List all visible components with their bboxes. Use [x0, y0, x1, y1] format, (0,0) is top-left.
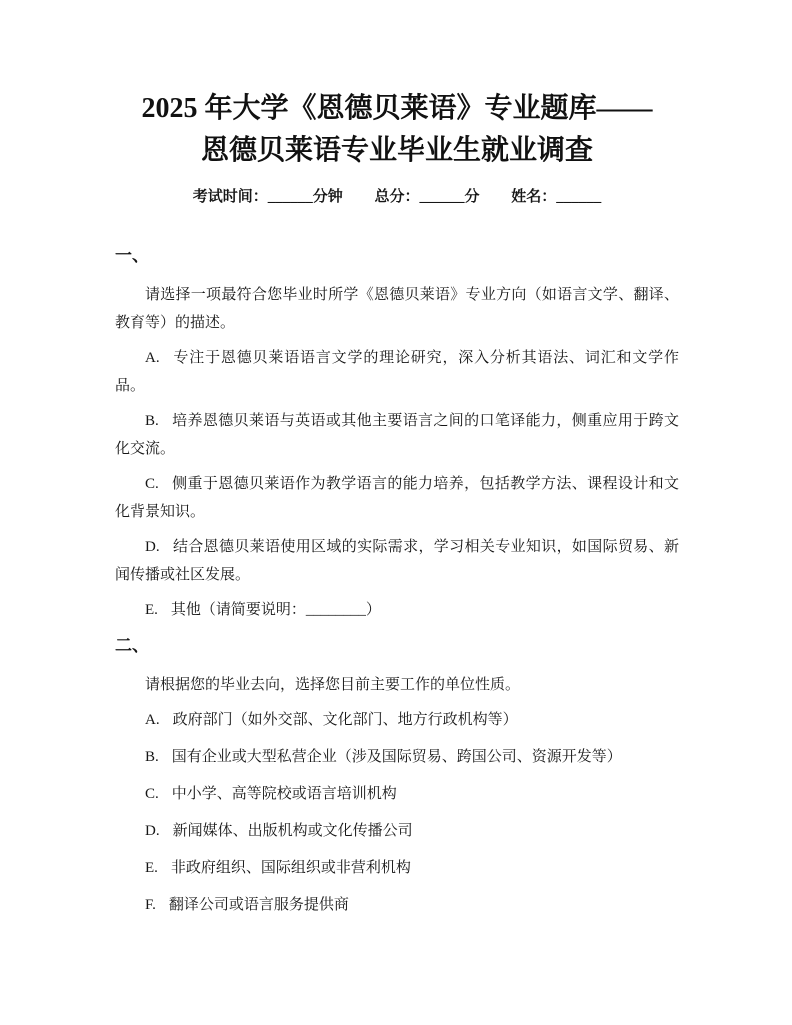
- option-label: F.: [145, 897, 156, 913]
- name-blank: ______: [556, 189, 602, 205]
- document-title: [115, 88, 679, 172]
- option-text: 结合恩德贝莱语使用区域的实际需求，学习相关专业知识，如国际贸易、新闻传播或社区发展。: [115, 539, 679, 583]
- title-line-1: 2025 年大学《恩德贝莱语》专业题库——: [141, 93, 653, 124]
- section-2-number: 二、: [115, 636, 149, 655]
- total-score-unit: 分: [464, 189, 480, 205]
- exam-meta-row: [115, 186, 679, 208]
- exam-time-label: 考试时间：: [192, 189, 268, 205]
- exam-time-field: [193, 189, 343, 205]
- section-2-option-c: [115, 780, 679, 808]
- option-text: 专注于恩德贝莱语语言文学的理论研究，深入分析其语法、词汇和文学作品。: [115, 350, 679, 394]
- total-score-field: [374, 189, 479, 205]
- total-score-label: 总分：: [374, 189, 420, 205]
- option-text: 培养恩德贝莱语与英语或其他主要语言之间的口笔译能力，侧重应用于跨文化交流。: [115, 413, 679, 457]
- option-text: 政府部门（如外交部、文化部门、地方行政机构等）: [172, 712, 518, 728]
- section-1-option-d: [115, 533, 679, 589]
- section-2-option-b: [115, 743, 679, 771]
- section-2-option-d: [115, 817, 679, 845]
- option-label: B.: [145, 749, 159, 765]
- option-text: 翻译公司或语言服务提供商: [168, 897, 349, 913]
- total-score-blank: ______: [419, 189, 465, 205]
- section-1-option-b: [115, 407, 679, 463]
- name-label: 姓名：: [511, 189, 557, 205]
- option-text: 其他（请简要说明：________）: [170, 602, 381, 618]
- option-text: 国有企业或大型私营企业（涉及国际贸易、跨国公司、资源开发等）: [171, 749, 622, 765]
- section-2-option-a: [115, 706, 679, 734]
- section-1-number: 一、: [115, 246, 149, 265]
- section-2-option-e: [115, 854, 679, 882]
- option-label: A.: [145, 350, 160, 366]
- option-text: 侧重于恩德贝莱语作为教学语言的能力培养，包括教学方法、课程设计和文化背景知识。: [115, 476, 679, 520]
- option-text: 中小学、高等院校或语言培训机构: [171, 786, 397, 802]
- option-label: E.: [145, 860, 158, 876]
- section-1-option-e: [115, 596, 679, 624]
- option-label: C.: [145, 476, 159, 492]
- exam-time-unit: 分钟: [312, 189, 343, 205]
- title-line-2: 恩德贝莱语专业毕业生就业调查: [200, 135, 593, 166]
- section-2-option-f: [115, 891, 679, 919]
- section-1-question: 请选择一项最符合您毕业时所学《恩德贝莱语》专业方向（如语言文学、翻译、教育等）的描述。: [115, 287, 679, 331]
- name-field: [511, 189, 601, 205]
- option-text: 非政府组织、国际组织或非营利机构: [170, 860, 411, 876]
- exam-time-blank: ______: [267, 189, 313, 205]
- option-label: E.: [145, 602, 158, 618]
- section-2-question: 请根据您的毕业去向，选择您目前主要工作的单位性质。: [145, 677, 521, 693]
- option-text: 新闻媒体、出版机构或文化传播公司: [172, 823, 413, 839]
- section-1-option-c: [115, 470, 679, 526]
- option-label: A.: [145, 712, 160, 728]
- option-label: C.: [145, 786, 159, 802]
- option-label: B.: [145, 413, 159, 429]
- option-label: D.: [145, 823, 160, 839]
- section-1-option-a: [115, 344, 679, 400]
- option-label: D.: [145, 539, 160, 555]
